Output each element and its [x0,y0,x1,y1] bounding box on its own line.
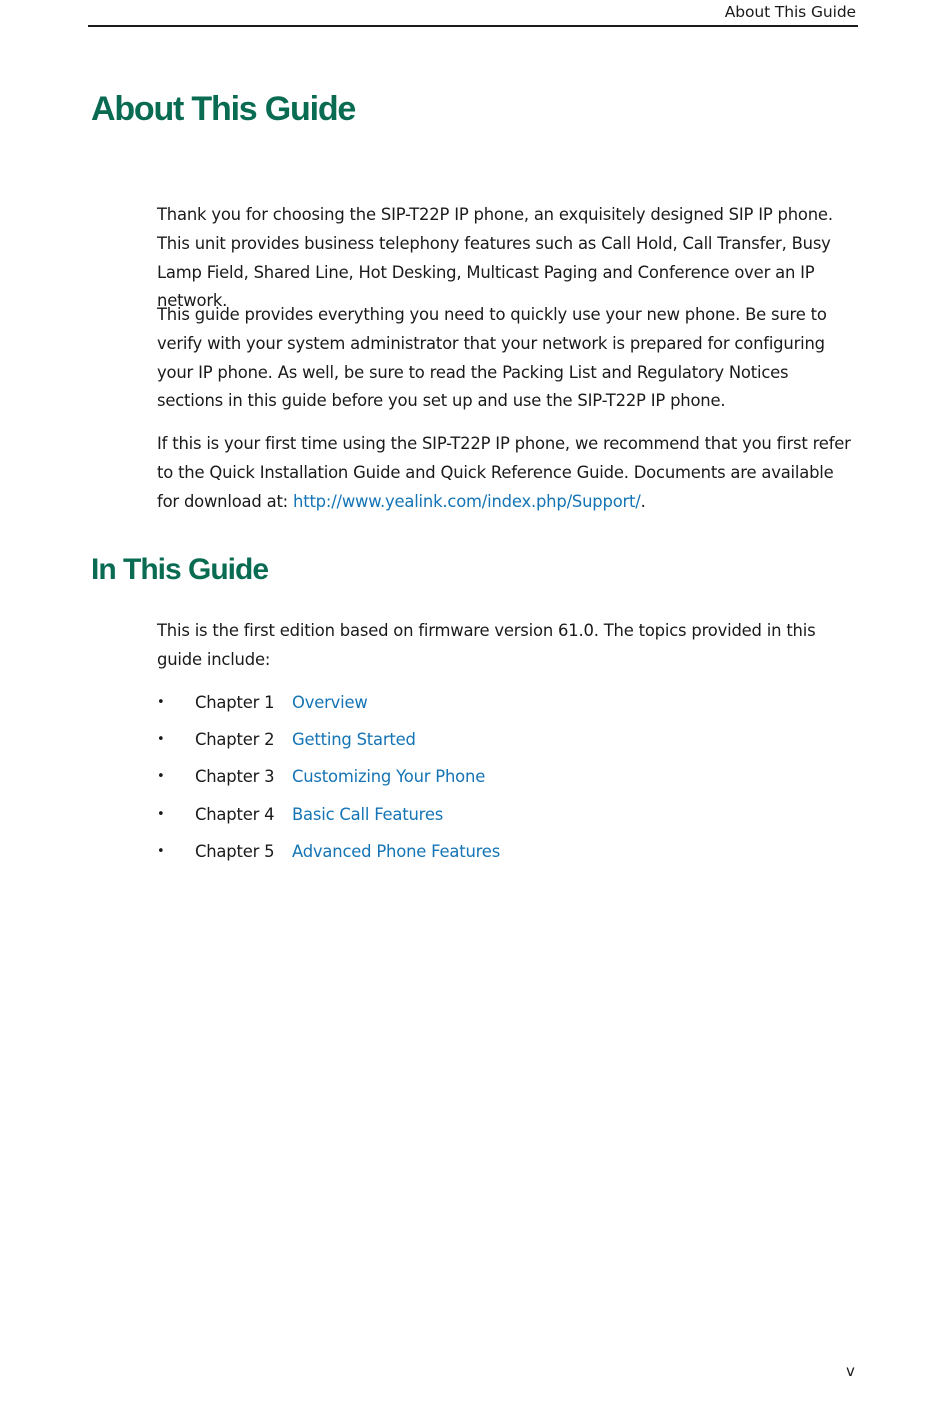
bullet-icon: • [157,806,165,822]
intro-paragraph-1: Thank you for choosing the SIP-T22P IP phone, an exquisitely designed SIP IP phone. This unit provides business telephony features such as Call Hold, Call Transfer, Busy Lamp Field, Shared Line, Hot Desking, Multicast Paging and Conference over an IP network. [157,205,833,311]
chapter-link-overview[interactable]: Overview [292,693,368,712]
running-header [88,0,858,27]
chapter-number: Chapter 3 [195,767,275,787]
chapter-number: Chapter 4 [195,804,275,824]
chapter-link-customizing-your-phone[interactable]: Customizing Your Phone [292,767,486,787]
chapter-list-item [157,763,857,800]
chapter-list-item [157,838,857,875]
chapter-link-basic-call-features[interactable]: Basic Call Features [292,804,444,824]
bullet-icon: • [157,769,165,785]
intro-paragraph-3-end: . [640,491,646,511]
chapter-title: About This Guide [91,90,356,128]
support-link[interactable]: http://www.yealink.com/index.php/Support/ [293,491,641,511]
bullet-icon: • [157,843,165,859]
section-title: In This Guide [91,553,269,586]
page-number: v [846,1362,855,1380]
chapter-link-getting-started[interactable]: Getting Started [292,730,416,750]
chapter-list-item [157,689,857,726]
chapter-list [157,689,857,875]
intro-paragraph-3 [157,430,859,516]
chapter-number: Chapter 5 [195,841,275,861]
chapter-link-advanced-phone-features[interactable]: Advanced Phone Features [292,841,501,861]
chapter-list-item [157,726,857,763]
bullet-icon: • [157,732,165,748]
chapter-number: Chapter 2 [195,730,275,750]
running-header-title: About This Guide [724,3,856,21]
intro-paragraph-3-text: If this is your first time using the SIP-T22P IP phone, we recommend that you first refer to the Quick Installation Guide and Quick Reference Guide. Documents are available for download at: [157,434,851,511]
intro-paragraph-2: This guide provides everything you need to quickly use your new phone. Be sure to verify with your system administrator that your network is prepared for configuring your IP phone. As well, be sure to read the Packing List and Regulatory Notices sections in this guide before you set up and use the SIP-T22P IP phone. [157,305,827,411]
bullet-icon: • [157,695,165,710]
section-intro: This is the first edition based on firmware version 61.0. The topics provided in this guide include: [157,621,816,669]
chapter-number: Chapter 1 [195,693,275,712]
chapter-list-item [157,801,857,838]
